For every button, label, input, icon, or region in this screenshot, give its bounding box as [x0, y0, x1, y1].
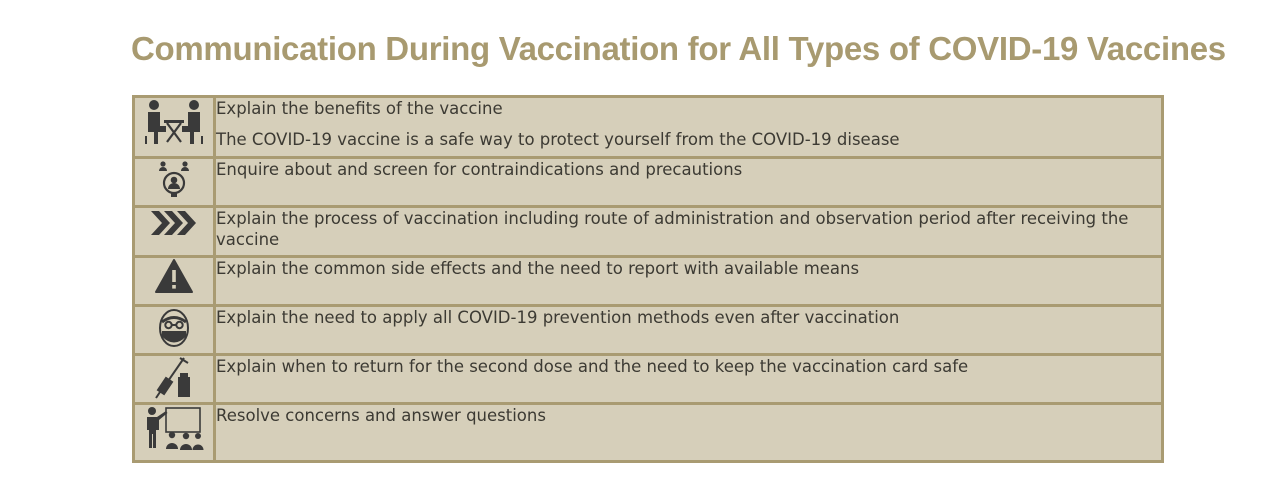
consultation-icon [144, 98, 204, 146]
row-text: Explain the need to apply all COVID-19 prevention methods even after vaccination [216, 308, 900, 327]
text-cell [215, 306, 1163, 355]
icon-cell [134, 97, 215, 158]
table-row [134, 257, 1163, 306]
process-chevrons-icon [149, 208, 199, 238]
icon-cell [134, 257, 215, 306]
syringe-vial-icon [154, 356, 194, 400]
row-text: Enquire about and screen for contraindications and precautions [216, 160, 743, 179]
table-row [134, 158, 1163, 207]
text-cell [215, 355, 1163, 404]
icon-cell [134, 355, 215, 404]
table-row [134, 404, 1163, 462]
table-row [134, 97, 1163, 158]
row-text: Explain the benefits of the vaccine [216, 99, 503, 118]
warning-icon [154, 258, 194, 294]
text-cell [215, 97, 1163, 158]
page-title: Communication During Vaccination for All Types of COVID-19 Vaccines [131, 30, 1226, 67]
icon-cell [134, 158, 215, 207]
text-cell [215, 158, 1163, 207]
text-cell [215, 207, 1163, 257]
row-text: Explain when to return for the second dose and the need to keep the vaccination card safe [216, 357, 969, 376]
row-text: Explain the common side effects and the need to report with available means [216, 259, 860, 278]
table-row [134, 207, 1163, 257]
screening-icon [154, 159, 194, 199]
icon-cell [134, 207, 215, 257]
row-text: Resolve concerns and answer questions [216, 406, 546, 425]
table-row [134, 306, 1163, 355]
text-cell [215, 257, 1163, 306]
table-row [134, 355, 1163, 404]
icon-cell [134, 404, 215, 462]
row-text: Explain the process of vaccination including route of administration and observation period after receiving the vaccine [216, 209, 1129, 249]
face-mask-icon [157, 307, 191, 349]
row-subtext: The COVID-19 vaccine is a safe way to protect yourself from the COVID-19 disease [216, 130, 900, 149]
icon-cell [134, 306, 215, 355]
text-cell [215, 404, 1163, 462]
teacher-presentation-icon [144, 405, 204, 453]
communication-steps-table [132, 95, 1164, 463]
